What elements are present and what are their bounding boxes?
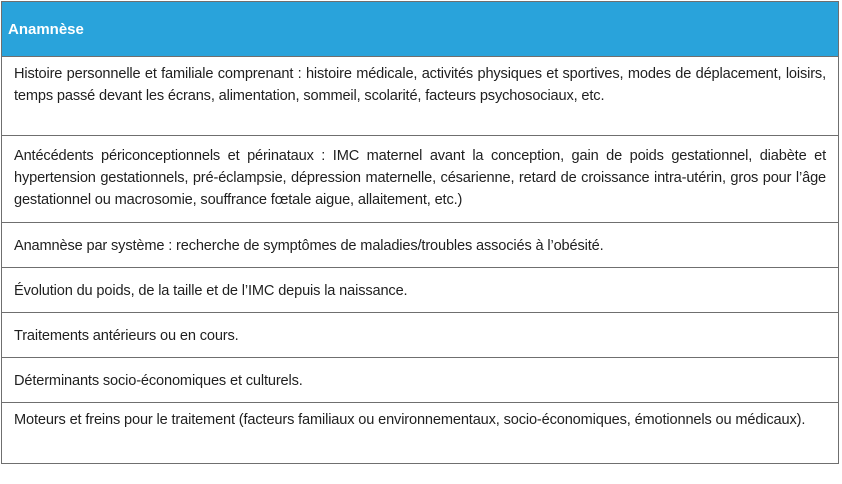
- table-row: [2, 223, 838, 268]
- table-row: [2, 268, 838, 313]
- table-row: [2, 313, 838, 358]
- row-text: Évolution du poids, de la taille et de l’IMC depuis la naissance.: [14, 283, 408, 299]
- table-row: [2, 403, 838, 463]
- row-text: Anamnèse par système : recherche de symptômes de maladies/troubles associés à l’obésité.: [14, 238, 604, 254]
- row-text: Traitements antérieurs ou en cours.: [14, 328, 239, 344]
- table-row: [2, 136, 838, 223]
- row-text: Déterminants socio-économiques et culturels.: [14, 373, 303, 389]
- anamnesis-table: [1, 1, 839, 464]
- row-text: Moteurs et freins pour le traitement (facteurs familiaux ou environnementaux, socio-économiques, émotionnels ou médicaux).: [14, 412, 806, 428]
- table-row: [2, 358, 838, 403]
- row-text: Antécédents périconceptionnels et périnataux : IMC maternel avant la conception, gain de poids gestationnel, diabète et hypertension gestationnels, pré-éclampsie, dépression maternelle, césarienne, retard de croissance intra-utérin, gros pour l’âge gestationnel ou macrosomie, souffrance fœtale aigue, allaitement, etc.): [14, 148, 826, 208]
- table-header: [2, 2, 838, 57]
- row-text: Histoire personnelle et familiale comprenant : histoire médicale, activités physiques et sportives, modes de déplacement, loisirs, temps passé devant les écrans, alimentation, sommeil, scolarité, facteurs psychosociaux, etc.: [14, 66, 826, 104]
- table-header-title: Anamnèse: [8, 20, 84, 38]
- table-row: [2, 57, 838, 136]
